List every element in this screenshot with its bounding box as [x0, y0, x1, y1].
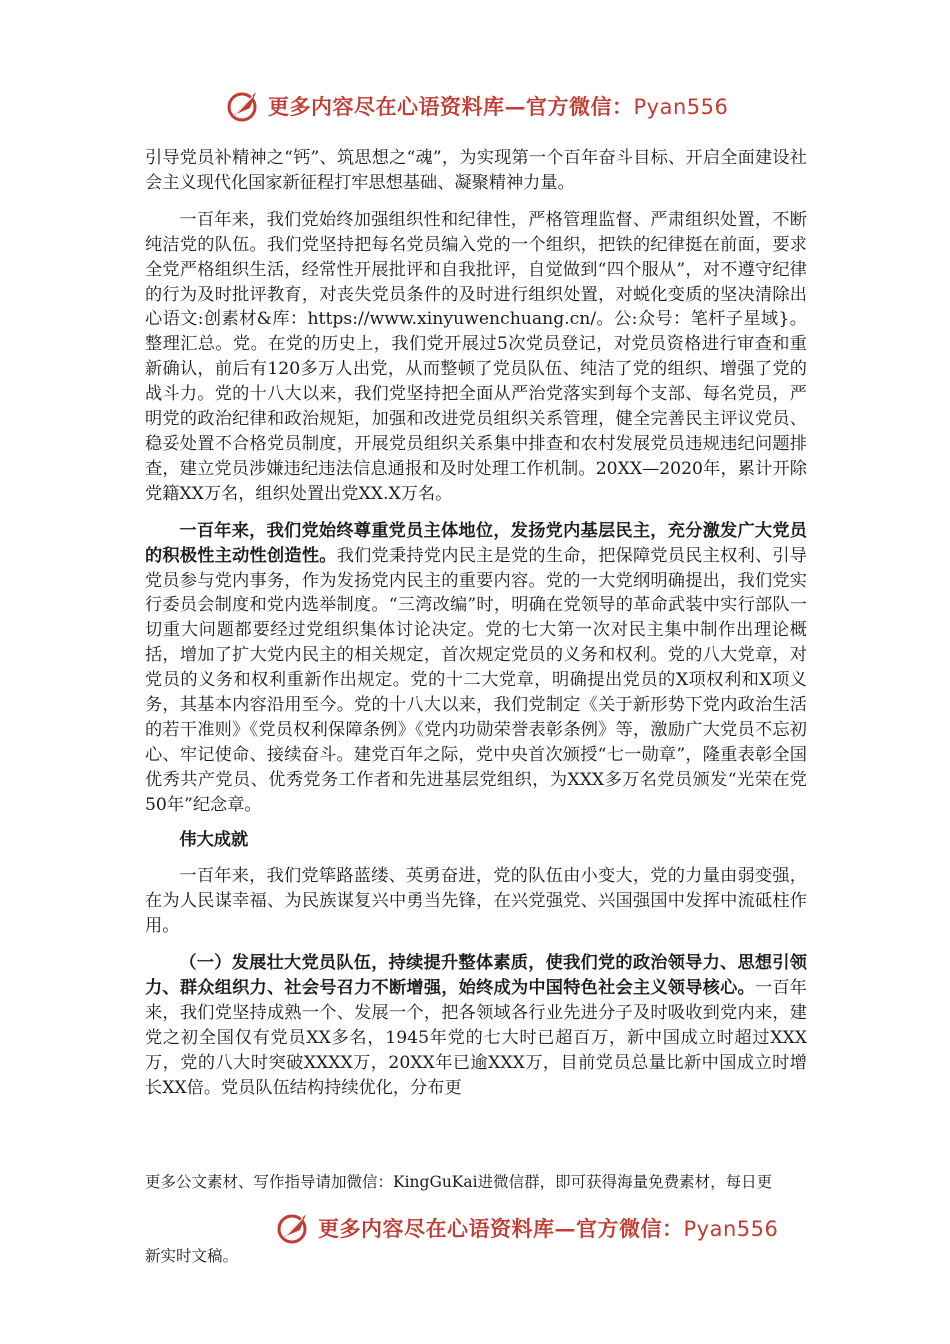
paragraph-3 — [145, 519, 807, 818]
document-body — [145, 146, 807, 1101]
banner-text: 更多内容尽在心语资料库—官方微信：Pyan556 — [268, 94, 729, 119]
paragraph-5 — [145, 951, 807, 1100]
quill-logo-icon — [276, 1210, 312, 1246]
paragraph-5-lead: （一）发展壮大党员队伍，持续提升整体素质，使我们党的政治领导力、思想引领力、群众组织力、社会号召力不断增强，始终成为中国特色社会主义领导核心。 — [145, 953, 807, 999]
bottom-watermark-banner — [0, 1208, 950, 1248]
footer-tail: 新实时文稿。 — [145, 1247, 239, 1265]
paragraph-5-body: 一百年来，我们党坚持成熟一个、发展一个，把各领域各行业先进分子及时吸收到党内来，建党之初全国仅有党员XX多名，1945年党的七大时已超百万，新中国成立时超过XXX万，党的八大时突破XXXX万，20XX年已逾XXX万，目前党员总量比新中国成立时增长XX倍。党员队伍结构持续优化，分布更 — [145, 978, 807, 1098]
paragraph-3-body: 我们党秉持党内民主是党的生命，把保障党员民主权利、引导党员参与党内事务，作为发扬党内民主的重要内容。党的一大党纲明确提出，我们党实行委员会制度和党内选举制度。“三湾改编”时，明确在党领导的革命武装中实行部队一切重大问题都要经过党组织集体讨论决定。党的七大第一次对民主集中制作出理论概括，增加了扩大党内民主的相关规定，首次规定党员的义务和权利。党的八大党章，对党员的义务和权利重新作出规定。党的十二大党章，明确提出党员的X项权利和X项义务，其基本内容沿用至今。党的十八大以来，我们党制定《关于新形势下党内政治生活的若干准则》《党员权利保障条例》《党内功勋荣誉表彰条例》等，激励广大党员不忘初心、牢记使命、接续奋斗。建党百年之际，党中央首次颁授“七一勋章”，隆重表彰全国优秀共产党员、优秀党务工作者和先进基层党组织，为XXX多万名党员颁发“光荣在党50年”纪念章。 — [145, 545, 807, 815]
quill-logo-icon — [226, 88, 262, 124]
banner-text: 更多内容尽在心语资料库—官方微信：Pyan556 — [318, 1216, 779, 1241]
paragraph-4: 一百年来，我们党筚路蓝缕、英勇奋进，党的队伍由小变大，党的力量由弱变强，在为人民谋幸福、为民族谋复兴中勇当先锋，在兴党强党、兴国强国中发挥中流砥柱作用。 — [145, 866, 807, 937]
top-watermark-banner — [0, 86, 950, 126]
paragraph-2: 一百年来，我们党始终加强组织性和纪律性，严格管理监督、严肃组织处置，不断纯洁党的队伍。我们党坚持把每名党员编入党的一个组织，把铁的纪律挺在前面，要求全党严格组织生活，经常性开展批评和自我批评，自觉做到“四个服从”，对不遵守纪律的行为及时批评教育，对丧失党员条件的及时进行组织处置，对蜕化变质的坚决清除出心语文:创素材&库：https://www.xinyuwenchuang.cn/。公:众号：笔杆子星域}。整理汇总。党。在党的历史上，我们党开展过5次党员登记，对党员资格进行审查和重新确认，前后有120多万人出党，从而整顿了党员队伍、纯洁了党的组织、增强了党的战斗力。党的十八大以来，我们党坚持把全面从严治党落实到每个支部、每名党员，严明党的政治纪律和政治规矩，加强和改进党员组织关系管理，健全完善民主评议党员、稳妥处置不合格党员制度，开展党员组织关系集中排查和农村发展党员违规违纪问题排查，建立党员涉嫌违纪违法信息通报和及时处理工作机制。20XX—2020年，累计开除党籍XX万名，组织处置出党XX.X万名。 — [145, 209, 807, 504]
paragraph-3-lead: 一百年来，我们党始终尊重党员主体地位，发扬党内基层民主，充分激发广大党员的积极性主动性创造性。 — [145, 520, 807, 566]
paragraph-1: 引导党员补精神之“钙”、筑思想之“魂”，为实现第一个百年奋斗目标、开启全面建设社会主义现代化国家新征程打牢思想基础、凝聚精神力量。 — [145, 148, 807, 193]
footer-note: 更多公文素材、写作指导请加微信：KingGuKai进微信群，即可获得海量免费素材，每日更 — [145, 1173, 773, 1191]
section-heading: 伟大成就 — [179, 829, 249, 850]
